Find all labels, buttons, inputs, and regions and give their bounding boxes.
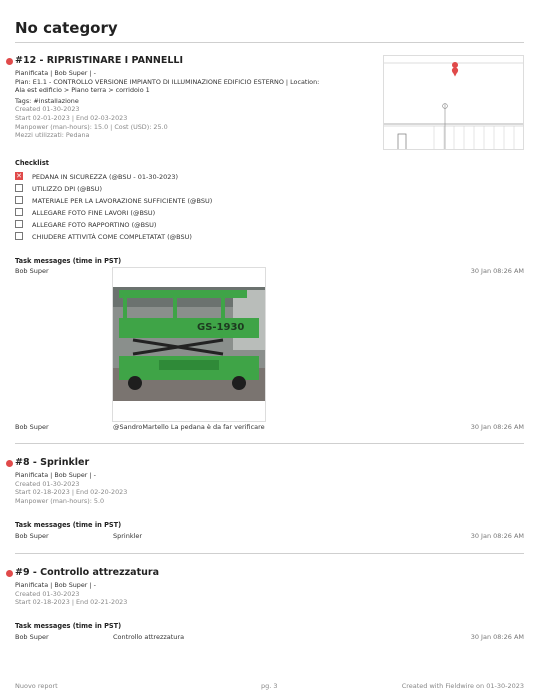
message-author: Bob Super: [15, 423, 49, 431]
task-extra: Mezzi utilizzati: Pedana: [15, 131, 90, 140]
message-time: 30 Jan 08:26 AM: [470, 267, 524, 275]
task-created: Created 01-30-2023: [15, 589, 80, 598]
checklist-item[interactable]: [15, 208, 155, 218]
task-location-line: Ala est edificio > Piano terra > corridoio 1: [15, 86, 150, 95]
task-status-line: Pianificata | Bob Super | -: [15, 471, 96, 479]
plan-thumbnail[interactable]: [383, 55, 524, 150]
messages-label: Task messages (time in PST): [15, 257, 122, 265]
task-title[interactable]: #8 - Sprinkler: [15, 457, 90, 468]
checked-box-icon[interactable]: ✕: [16, 172, 22, 180]
task-divider: [15, 553, 524, 554]
messages-label: Task messages (time in PST): [15, 521, 122, 529]
checklist-item[interactable]: [15, 220, 156, 230]
task-dates: Start 02-01-2023 | End 02-03-2023: [15, 113, 128, 122]
status-dot: [6, 460, 13, 467]
message-time: 30 Jan 08:26 AM: [470, 633, 524, 641]
checkbox-icon[interactable]: [15, 232, 23, 240]
checkbox-icon[interactable]: [15, 220, 23, 228]
task-dates: Start 02-18-2023 | End 02-21-2023: [15, 598, 128, 607]
task-manpower: Manpower (man-hours): 5.0: [15, 496, 105, 505]
checklist-item[interactable]: [15, 232, 192, 242]
checkbox-icon[interactable]: [15, 196, 23, 204]
status-dot: [6, 58, 13, 65]
checklist-item-label: UTILIZZO DPI (@BSU): [32, 185, 102, 193]
photo-attachment[interactable]: [112, 267, 266, 422]
task-8: [15, 457, 524, 547]
message-text: Controllo attrezzatura: [113, 633, 185, 641]
task-12: [15, 55, 524, 435]
task-title[interactable]: #9 - Controllo attrezzatura: [15, 567, 159, 578]
checkbox-icon[interactable]: [15, 184, 23, 192]
message-text: @SandroMartello La pedana è da far verificare: [113, 423, 265, 431]
message-text: Sprinkler: [113, 532, 143, 540]
message-row: [15, 266, 524, 276]
footer-page-number: pg. 3: [261, 682, 278, 690]
task-9: [15, 567, 524, 657]
footer-report-name: Nuovo report: [15, 682, 58, 690]
message-author: Bob Super: [15, 532, 49, 540]
message-row: [15, 632, 524, 642]
message-time: 30 Jan 08:26 AM: [470, 532, 524, 540]
task-created: Created 01-30-2023: [15, 105, 80, 114]
message-time: 30 Jan 08:26 AM: [470, 423, 524, 431]
messages-label: Task messages (time in PST): [15, 622, 122, 630]
status-dot: [6, 570, 13, 577]
message-row: [15, 422, 524, 432]
scissor-lift-photo: [113, 268, 265, 421]
checklist-item[interactable]: [15, 184, 102, 194]
task-created: Created 01-30-2023: [15, 479, 80, 488]
checklist-item-label: ALLEGARE FOTO RAPPORTINO (@BSU): [32, 221, 157, 229]
checklist-item-label: CHIUDERE ATTIVITÀ COME COMPLETATAT (@BSU): [32, 233, 192, 241]
checklist-label: Checklist: [15, 159, 49, 167]
checklist-item[interactable]: [15, 172, 178, 182]
message-author: Bob Super: [15, 633, 49, 641]
footer-created-with: Created with Fieldwire on 01-30-2023: [401, 682, 524, 690]
task-tags: Tags: #installazione: [15, 96, 79, 105]
lift-model-label: GS-1930: [197, 322, 245, 333]
task-dates: Start 02-18-2023 | End 02-20-2023: [15, 488, 128, 497]
checkbox-icon[interactable]: [15, 208, 23, 216]
checklist-item-label: MATERIALE PER LA LAVORAZIONE SUFFICIENTE (@BSU): [32, 197, 213, 205]
task-manpower: Manpower (man-hours): 15.0 | Cost (USD): 25.0: [15, 122, 168, 131]
task-plan-line: Plan: E1.1 - CONTROLLO VERSIONE IMPIANTO DI ILLUMINAZIONE EDIFICIO ESTERNO | Location:: [15, 77, 320, 86]
page-title: No category: [15, 19, 118, 37]
task-status-line: Pianificata | Bob Super | -: [15, 581, 96, 589]
task-title[interactable]: #12 - RIPRISTINARE I PANNELLI: [15, 55, 183, 66]
message-author: Bob Super: [15, 267, 49, 275]
checklist-item-label: ALLEGARE FOTO FINE LAVORI (@BSU): [32, 209, 156, 217]
checklist-item[interactable]: [15, 196, 212, 206]
checklist-item-label: PEDANA IN SICUREZZA (@BSU - 01-30-2023): [32, 173, 179, 181]
task-status-line: Pianificata | Bob Super | -: [15, 69, 96, 77]
message-row: [15, 531, 524, 541]
task-divider: [15, 443, 524, 444]
title-divider: [15, 42, 524, 43]
plan-drawing: [384, 56, 524, 150]
